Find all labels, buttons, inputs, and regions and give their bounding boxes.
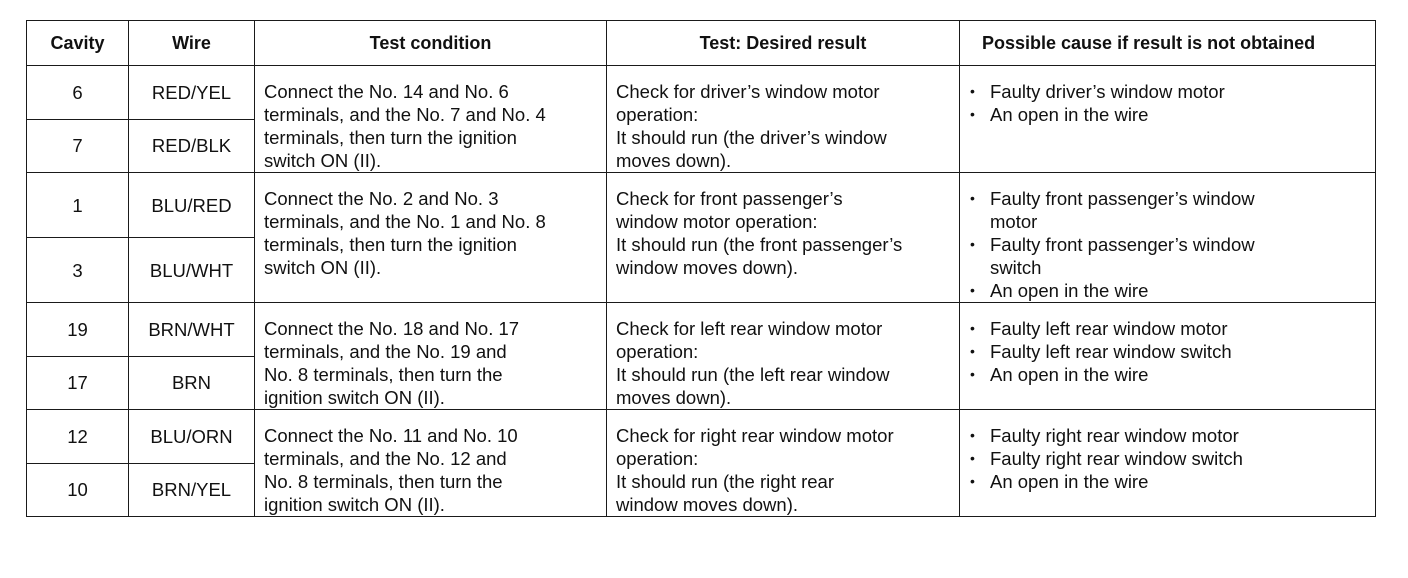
cause-item [970, 424, 1369, 447]
cause-text [990, 363, 1369, 386]
table-row [27, 303, 1376, 357]
cause-text [990, 424, 1369, 447]
test-condition-line: Connect the No. 14 and No. 6 [264, 81, 509, 102]
bullet-icon: • [970, 190, 975, 206]
desired-result-line: It should run (the left rear window [616, 364, 890, 385]
cavity-cell: 10 [27, 463, 129, 517]
cause-line: Faulty driver’s window motor [990, 81, 1225, 102]
cause-text [990, 279, 1369, 302]
test-condition-line: No. 8 terminals, then turn the [264, 471, 503, 492]
wire-cell: BRN [129, 356, 255, 410]
cause-text [990, 80, 1369, 103]
cause-text [990, 470, 1369, 493]
cause-text [990, 187, 1369, 233]
cause-line: Faulty left rear window motor [990, 318, 1228, 339]
bullet-icon: • [970, 473, 975, 489]
header-test-condition: Test condition [255, 21, 607, 66]
test-condition-cell [255, 303, 607, 410]
wire-cell: BLU/WHT [129, 238, 255, 303]
desired-result-line: It should run (the front passenger’s [616, 234, 903, 255]
bullet-icon: • [970, 83, 975, 99]
test-condition-line: terminals, and the No. 19 and [264, 341, 507, 362]
test-condition-line: Connect the No. 11 and No. 10 [264, 425, 518, 446]
bullet-icon: • [970, 236, 975, 252]
desired-result-line: operation: [616, 448, 699, 469]
header-wire: Wire [129, 21, 255, 66]
cause-list [970, 424, 1369, 493]
possible-cause-cell [960, 66, 1376, 173]
table-row [27, 410, 1376, 464]
bullet-icon: • [970, 366, 975, 382]
bullet-icon: • [970, 427, 975, 443]
desired-result-line: Check for front passenger’s [616, 188, 843, 209]
desired-result-line: window moves down). [616, 494, 798, 515]
cause-text [990, 103, 1369, 126]
cause-list [970, 317, 1369, 386]
desired-result-cell [607, 410, 960, 517]
cause-text [990, 340, 1369, 363]
header-possible-cause: Possible cause if result is not obtained [960, 21, 1376, 66]
test-condition-line: terminals, and the No. 7 and No. 4 [264, 104, 546, 125]
desired-result-line: window motor operation: [616, 211, 818, 232]
cause-line: An open in the wire [990, 104, 1149, 125]
cause-text [990, 447, 1369, 470]
cavity-cell: 17 [27, 356, 129, 410]
possible-cause-cell [960, 303, 1376, 410]
cause-item [970, 279, 1369, 302]
test-condition-line: ignition switch ON (II). [264, 494, 445, 515]
cavity-cell: 7 [27, 119, 129, 173]
cavity-cell: 1 [27, 173, 129, 238]
cause-line: Faulty front passenger’s window [990, 188, 1255, 209]
desired-result-line: It should run (the driver’s window [616, 127, 887, 148]
test-condition-line: Connect the No. 18 and No. 17 [264, 318, 520, 339]
cavity-cell: 12 [27, 410, 129, 464]
cause-list [970, 80, 1369, 126]
bullet-icon: • [970, 320, 975, 336]
cause-text [990, 317, 1369, 340]
test-condition-cell [255, 410, 607, 517]
test-condition-line: terminals, then turn the ignition [264, 127, 517, 148]
cause-list [970, 187, 1369, 302]
table-row [27, 173, 1376, 238]
desired-result-line: moves down). [616, 387, 732, 408]
cause-line: An open in the wire [990, 280, 1149, 301]
test-condition-line: No. 8 terminals, then turn the [264, 364, 503, 385]
wire-cell: BLU/ORN [129, 410, 255, 464]
cause-item [970, 233, 1369, 279]
cause-item [970, 317, 1369, 340]
test-condition-line: terminals, and the No. 1 and No. 8 [264, 211, 546, 232]
test-condition-line: Connect the No. 2 and No. 3 [264, 188, 499, 209]
cause-item [970, 80, 1369, 103]
desired-result-line: moves down). [616, 150, 732, 171]
cause-item [970, 470, 1369, 493]
test-condition-line: ignition switch ON (II). [264, 387, 445, 408]
cause-line: motor [990, 211, 1038, 232]
cavity-cell: 3 [27, 238, 129, 303]
cause-item [970, 363, 1369, 386]
wire-cell: RED/BLK [129, 119, 255, 173]
cause-line: Faulty left rear window switch [990, 341, 1232, 362]
wire-cell: BLU/RED [129, 173, 255, 238]
bullet-icon: • [970, 343, 975, 359]
cavity-cell: 19 [27, 303, 129, 357]
desired-result-line: Check for driver’s window motor [616, 81, 880, 102]
cause-item [970, 187, 1369, 233]
header-cavity: Cavity [27, 21, 129, 66]
test-condition-cell [255, 66, 607, 173]
header-row [27, 21, 1376, 66]
test-condition-line: switch ON (II). [264, 150, 382, 171]
cause-line: An open in the wire [990, 364, 1149, 385]
cavity-cell: 6 [27, 66, 129, 120]
wire-cell: BRN/WHT [129, 303, 255, 357]
cause-item [970, 447, 1369, 470]
desired-result-line: window moves down). [616, 257, 798, 278]
cause-line: Faulty right rear window motor [990, 425, 1239, 446]
bullet-icon: • [970, 450, 975, 466]
table-body [27, 66, 1376, 517]
desired-result-line: operation: [616, 104, 699, 125]
cause-line: An open in the wire [990, 471, 1149, 492]
cause-item [970, 103, 1369, 126]
table-row [27, 66, 1376, 120]
desired-result-cell [607, 173, 960, 303]
possible-cause-cell [960, 173, 1376, 303]
desired-result-line: operation: [616, 341, 699, 362]
desired-result-line: Check for left rear window motor [616, 318, 883, 339]
cause-line: Faulty right rear window switch [990, 448, 1243, 469]
header-desired-result: Test: Desired result [607, 21, 960, 66]
bullet-icon: • [970, 106, 975, 122]
desired-result-line: It should run (the right rear [616, 471, 834, 492]
desired-result-line: Check for right rear window motor [616, 425, 894, 446]
cause-item [970, 340, 1369, 363]
desired-result-cell [607, 66, 960, 173]
possible-cause-cell [960, 410, 1376, 517]
wire-cell: RED/YEL [129, 66, 255, 120]
test-condition-line: terminals, then turn the ignition [264, 234, 517, 255]
test-condition-line: switch ON (II). [264, 257, 382, 278]
desired-result-cell [607, 303, 960, 410]
wire-cell: BRN/YEL [129, 463, 255, 517]
test-condition-line: terminals, and the No. 12 and [264, 448, 507, 469]
cause-line: switch [990, 257, 1042, 278]
cause-line: Faulty front passenger’s window [990, 234, 1255, 255]
test-table [26, 20, 1376, 517]
test-condition-cell [255, 173, 607, 303]
bullet-icon: • [970, 282, 975, 298]
cause-text [990, 233, 1369, 279]
